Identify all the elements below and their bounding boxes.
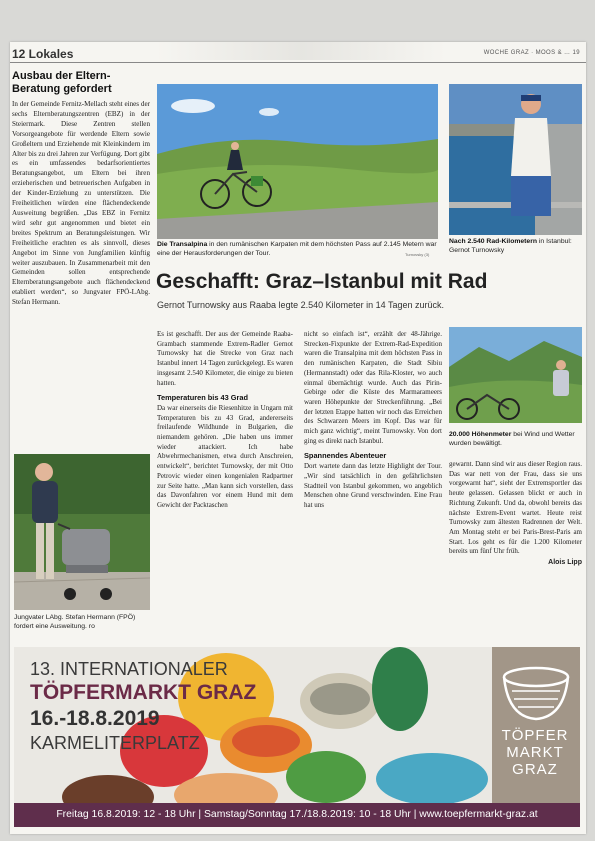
article-subline: Gernot Turnowsky aus Raaba legte 2.540 Kilometer in 14 Tagen zurück. [157, 300, 444, 310]
article-column-2 [304, 330, 442, 511]
article-paragraph: Dort wartete dann das letzte Highlight der Tour. „Wir sind tatsächlich in den gefährlichsten Stadtteil von Istanbul gekommen, wo angeblich Menschen ohne Grund verschwinden. Eine Frau hat uns [304, 462, 442, 509]
article-paragraph: nicht so einfach ist“, erzählt der 48-Jährige. Strecken-Fixpunkte der Extrem-Rad-Expedition waren die Transalpina mit dem höchsten Pass in den rumänischen Karpaten, die Stadt Sibiu (Hermannstadt) oder das Rila-Kloster, wo auch einmal übernächtigt wurde. Auch das Pirin-Gebirge oder die Küste des Marmarameers waren Höhepunkte der Streckenführung. „Bei der letzten Etappe hatten wir noch das Erreichen des Schwarzen Meers im Kopf. Das war für mich ganz wichtig“, meint Turnowsky. Von dort ging es direkt nach Istanbul. [304, 330, 442, 445]
photo-credit: Turnovsky (3) [405, 252, 430, 257]
ad-line-1: 13. INTERNATIONALER [30, 659, 228, 679]
transalpina-caption [157, 241, 438, 258]
transalpina-caption-text: in den rumänischen Karpaten mit dem höchsten Pass auf 2.145 Metern war eine der Herausforderungen der Tour. [157, 241, 437, 257]
article-subheading: Spannendes Abenteuer [304, 451, 387, 461]
mountain-cyclist-caption [449, 431, 584, 448]
toepfermarkt-advertisement [14, 647, 580, 827]
istanbul-caption-text: in Istanbul: Gernot Turnowsky [449, 238, 572, 254]
edition-label: WOCHE GRAZ · MOOS & … 19 [483, 50, 580, 56]
sidebar-body: In der Gemeinde Fernitz-Mellach steht eines der sechs Elternberatungszentren (EBZ) in der Steiermark. Diese Zentren stellen Vorsorgeangebote für werdende Eltern sowie Großeltern und Erziehende mit Kleinkindern im Alter bis zu drei Jahren zur Verfügung. Dort gibt es ein umfassendes bedarfsorientiertes Beratungsangebot, um Eltern bei ihren erzieherischen und betreuerischen Aufgaben in der Kinder-Erziehung zu unterstützen. Die Freiheitlichen würden eine flächendeckende Ausweitung begrüßen. „Das EBZ in Fernitz wird sehr gut angenommen und bietet ein breites Spektrum an Beratungsleistungen. Wir Freiheitliche erachten es als sinnvoll, dieses Angebot im Sinne von Jungfamilien künftig weiter auszubauen. In Zusammenarbeit mit den Gemeinden sollen entsprechende Elternberatungsangebote auch flächendeckend etabliert werden“, so Jungvater FPÖ-LAbg. Stefan Hermann. [12, 100, 150, 307]
article-paragraph: Da war einerseits die Riesenhitze in Ungarn mit Temperaturen bis zu 43 Grad, andererseits freilaufende Wildhunde in Bulgarien, die niemandem gehören. „Die haben uns immer wieder attackiert. Ich habe Abwehrmechanismen, etwa durch Anschreien, entwickelt“, berichtet Turnowsky, der mit Otto Petrovic wieder einen kongenialen Radpartner zur Seite hatte. „Man kann sich vorstellen, dass das Davonfahren vor einem Hund mit dem Gewicht der Packtaschen [157, 403, 293, 509]
faded-banner [156, 42, 446, 60]
ad-location: KARMELITERPLATZ [30, 733, 200, 753]
transalpina-caption-lead: Die Transalpina [157, 241, 208, 248]
article-paragraph: gewarnt. Dann sind wir aus dieser Region raus. Das war nett von der Frau, dass sie uns vorgewarnt hat“, sieht der Extremsportler das heute gelassen. Gelassen blickt er auch in Richtung Zukunft. Und da, obwohl bereits das nächste Extrem-Event wartet. Heute reist Turnowsky zum ältesten Radrennen der Welt. Am Montag steht er bei Paris-Brest-Paris am Start. Los geht es für die 1.200 Kilometer bereits um fünf Uhr früh. [449, 460, 582, 556]
article-column-3 [449, 460, 582, 568]
article-headline: Geschafft: Graz–Istanbul mit Rad [156, 270, 488, 293]
istanbul-photo [449, 84, 582, 235]
transalpina-photo [157, 84, 438, 239]
mountain-caption-text: bei Wind und Wetter wurden bewältigt. [449, 431, 575, 447]
politician-caption: Jungvater LAbg. Stefan Hermann (FPÖ) fordert eine Ausweitung. ro [14, 614, 136, 630]
sidebar-article [12, 70, 150, 308]
newspaper-page [10, 42, 586, 834]
article-paragraph: Es ist geschafft. Der aus der Gemeinde Raaba-Grambach stammende Extrem-Radler Gernot Turnowsky hat die Strecke von Graz nach Istanbul innert 14 Tagen zurückgelegt. Es waren insgesamt 2.540 Kilometer, die einige zu bieten hatten. [157, 330, 293, 387]
politician-photo [14, 454, 150, 610]
article-subheading: Temperaturen bis 43 Grad [157, 393, 249, 403]
ad-dates: 16.-18.8.2019 [30, 707, 160, 730]
mountain-cyclist-photo [449, 327, 582, 423]
sidebar-headline: Ausbau der Eltern-Beratung gefordert [12, 70, 112, 95]
section-label: 12 Lokales [12, 47, 74, 61]
article-column-1 [157, 330, 293, 511]
mountain-caption-lead: 20.000 Höhenmeter [449, 431, 512, 438]
istanbul-caption-lead: Nach 2.540 Rad-Kilometern [449, 238, 538, 245]
page-header [10, 42, 586, 63]
article-author: Alois Lipp [548, 559, 582, 567]
ad-footer: Freitag 16.8.2019: 12 - 18 Uhr | Samstag/Sonntag 17./18.8.2019: 10 - 18 Uhr | www.toepfermarkt-graz.at [14, 803, 580, 827]
ad-logo-text: TÖPFER MARKT GRAZ [501, 727, 569, 778]
ad-line-2: TÖPFERMARKT GRAZ [30, 681, 257, 704]
istanbul-caption [449, 238, 584, 255]
